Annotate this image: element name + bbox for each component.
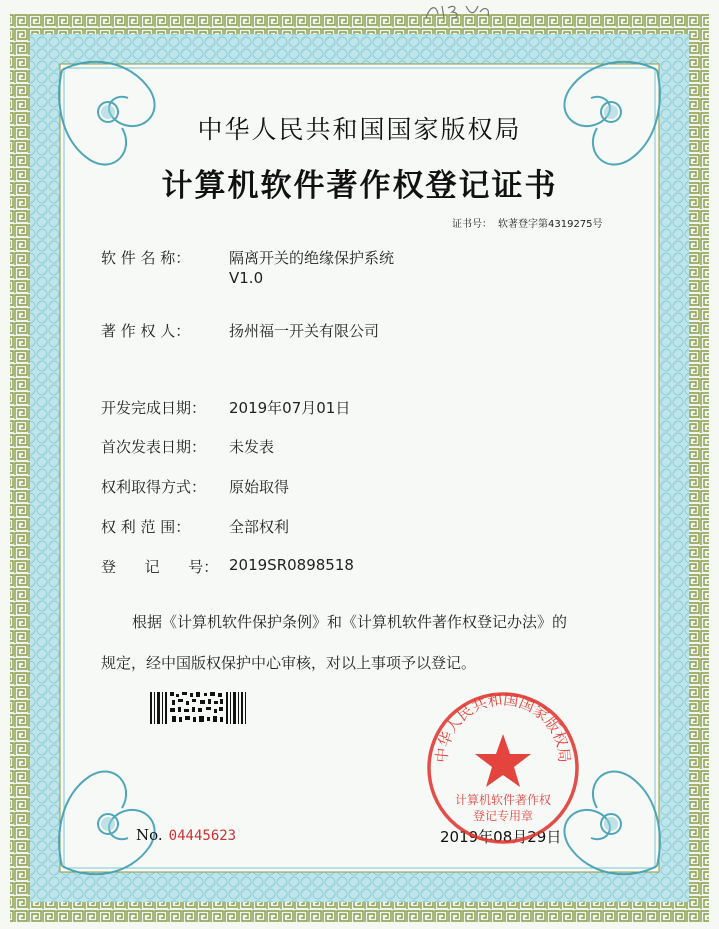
issue-date: 2019年08月29日 — [440, 828, 562, 846]
registration-number-value: 2019SR0898518 — [229, 556, 354, 574]
copyright-owner-label: 著 作 权 人： — [101, 322, 191, 340]
serial-number-value: 04445623 — [168, 828, 237, 844]
completion-date-value: 2019年07月01日 — [229, 399, 351, 417]
certificate-number-value: 软著登字第4319275号 — [498, 219, 603, 230]
certificate-number-label: 证书号： — [452, 219, 492, 230]
software-name-label: 软 件 名 称： — [101, 249, 191, 267]
first-publish-date-value: 未发表 — [229, 438, 275, 456]
serial-number — [136, 826, 236, 844]
software-version: V1.0 — [229, 269, 264, 287]
seal-inner-line-1: 计算机软件著作权 — [454, 793, 552, 807]
rights-scope-value: 全部权利 — [229, 518, 290, 536]
certificate-title: 计算机软件著作权登记证书 — [161, 168, 558, 204]
registration-number-label: 登 记 号： — [101, 558, 219, 576]
serial-number-label: No. — [136, 826, 163, 844]
completion-date-label: 开发完成日期： — [101, 399, 207, 417]
seal-inner-line-2: 登记专用章 — [472, 809, 534, 823]
issuing-authority: 中华人民共和国国家版权局 — [197, 115, 522, 144]
certificate-number — [452, 215, 609, 230]
handwritten-note — [418, 0, 508, 22]
official-seal-icon — [425, 690, 581, 846]
acquisition-method-label: 权利取得方式： — [101, 478, 207, 496]
rights-scope-label: 权 利 范 围： — [101, 518, 191, 536]
copyright-owner-value: 扬州福一开关有限公司 — [229, 322, 380, 340]
first-publish-date-label: 首次发表日期： — [101, 438, 207, 456]
seal-ring-text: 中华人民共和国国家版权局 — [432, 690, 574, 764]
software-name-value: 隔离开关的绝缘保护系统 — [229, 249, 395, 267]
statement-line-1: 根据《计算机软件保护条例》和《计算机软件著作权登记办法》的 — [132, 613, 568, 631]
statement-line-2: 规定，经中国版权保护中心审核，对以上事项予以登记。 — [101, 654, 477, 672]
acquisition-method-value: 原始取得 — [229, 478, 290, 496]
barcode-icon — [148, 690, 248, 726]
